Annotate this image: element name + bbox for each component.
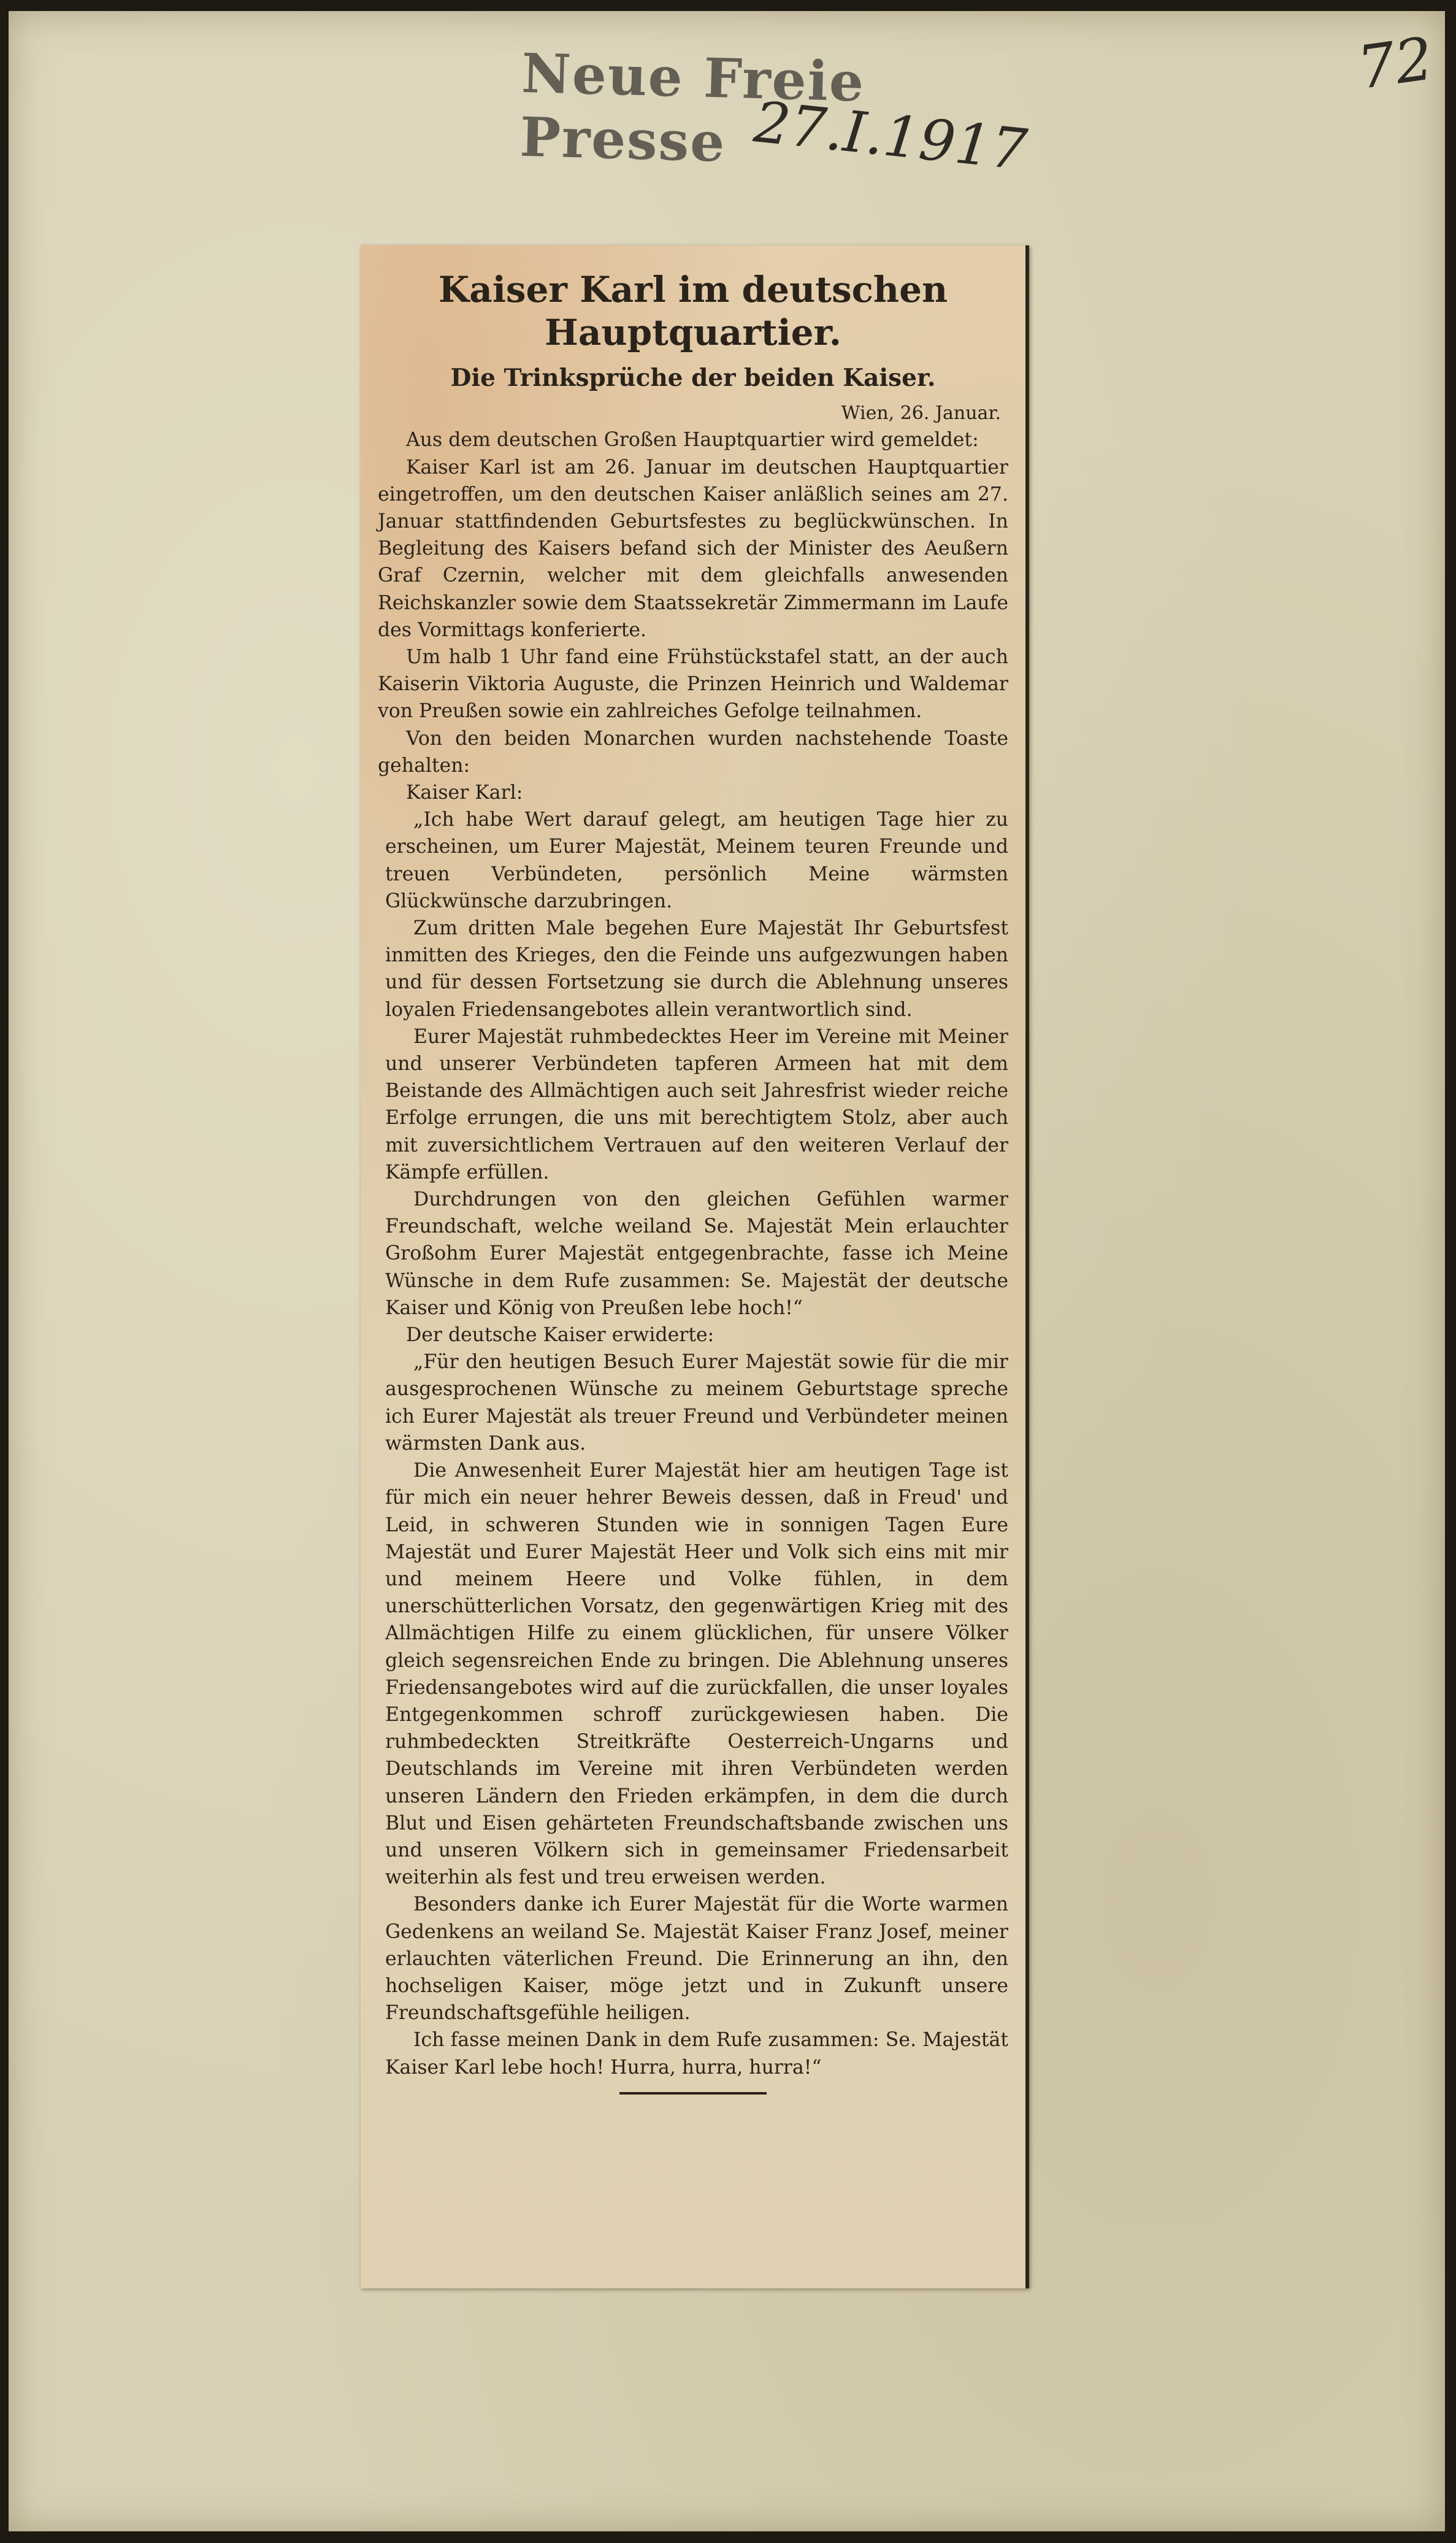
speaker-label: Der deutsche Kaiser erwiderte: <box>406 1324 715 1347</box>
newspaper-stamp: Neue Freie Presse <box>519 40 866 174</box>
speaker-label: Kaiser Karl: <box>406 782 523 804</box>
toast-paragraph: „Ich habe Wert darauf gelegt, am heutigen Tage hier zu erscheinen, um Eurer Majestät, Meinem teuren Freunde und treuen Verbündeten, persönlich Meine wärmsten Glückwünsche darzubringen. <box>385 809 1008 912</box>
toast-paragraph: „Für den heutigen Besuch Eurer Majestät sowie für die mir ausgesprochenen Wünsche zu meinem Geburtstage spreche ich Eurer Majestät als treuer Freund und Verbündeter meinen wärmsten Dank aus. <box>385 1351 1008 1455</box>
toast-paragraph: Besonders danke ich Eurer Majestät für die Worte warmen Gedenkens an weiland Se. Majestät Kaiser Franz Josef, meiner erlauchten väterlichen Freund. Die Erinnerung an ihn, den hochseligen Kaiser, möge jetzt und in Zukunft unsere Freundschaftsgefühle heiligen. <box>385 1893 1008 2025</box>
article-paragraph: Aus dem deutschen Großen Hauptquartier wird gemeldet: <box>406 429 979 452</box>
handwritten-date: 27.I.1917 <box>751 89 1030 183</box>
article-paragraph: Von den beiden Monarchen wurden nachstehende Toaste gehalten: <box>378 727 1008 777</box>
article-paragraph: Um halb 1 Uhr fand eine Frühstückstafel statt, an der auch Kaiserin Viktoria Auguste, die Prinzen Heinrich und Waldemar von Preußen sowie ein zahlreiches Gefolge teilnahmen. <box>378 646 1008 723</box>
newspaper-clipping <box>361 245 1029 2288</box>
article-headline: Kaiser Karl im deutschen Hauptquartier. <box>438 269 948 353</box>
toast-paragraph: Zum dritten Male begehen Eure Majestät Ihr Geburtsfest inmitten des Krieges, den die Feinde uns aufgezwungen haben und für dessen Fortsetzung sie durch die Ablehnung unseres loyalen Friedensangebotes allein verantwortlich sind. <box>385 917 1008 1021</box>
toast-paragraph: Eurer Majestät ruhmbedecktes Heer im Vereine mit Meiner und unserer Verbündeten tapferen Armeen hat mit dem Beistande des Allmächtigen auch seit Jahresfrist wieder reiche Erfolge errungen, die uns mit berechtigtem Stolz, aber auch mit zuversichtlichem Vertrauen auf den weiteren Verlauf der Kämpfe erfüllen. <box>385 1025 1008 1183</box>
folio-number: 72 <box>1353 24 1438 103</box>
toast-paragraph: Die Anwesenheit Eurer Majestät hier am heutigen Tage ist für mich ein neuer hehrer Beweis dessen, daß in Freud' und Leid, in schweren Stunden wie in sonnigen Tagen Eure Majestät und Eurer Majestät Heer und Volk sich eins mit mir und meinem Heere und Volke fühlen, in dem unerschütterlichen Vorsatz, den gegenwärtigen Krieg mit des Allmächtigen Hilfe zu einem glücklichen, für unsere Völker gleich segensreichen Ende zu bringen. Die Ablehnung unseres Friedensangebotes wird auf die zurückfallen, die unser loyales Entgegenkommen schroff zurückgewiesen haben. Die ruhmbedeckten Streitkräfte Oesterreich-Ungarns und Deutschlands im Vereine mit ihren Verbündeten werden unseren Ländern den Frieden erkämpfen, in dem die durch Blut und Eisen gehärteten Freundschaftsbande zwischen uns und unseren Völkern sich in gemeinsamer Friedensarbeit weiterhin als fest und treu erweisen werden. <box>385 1460 1008 1889</box>
article-paragraph: Kaiser Karl ist am 26. Januar im deutschen Hauptquartier eingetroffen, um den deutschen Kaiser anläßlich seines am 27. Januar stattfindenden Geburtsfestes zu beglückwünschen. In Begleitung des Kaisers befand sich der Minister des Aeußern Graf Czernin, welcher mit dem gleichfalls anwesenden Reichskanzler sowie dem Staatssekretär Zimmermann im Laufe des Vormittags konferierte. <box>378 456 1008 641</box>
toast-paragraph: Durchdrungen von den gleichen Gefühlen warmer Freundschaft, welche weiland Se. Majestät Mein erlauchter Großohm Eurer Majestät entgegenbrachte, fasse ich Meine Wünsche in dem Rufe zusammen: Se. Majestät der deutsche Kaiser und König von Preußen lebe hoch!“ <box>385 1188 1008 1319</box>
article-subheadline: Die Trinksprüche der beiden Kaiser. <box>450 364 936 393</box>
article-dateline: Wien, 26. Januar. <box>841 402 1001 424</box>
closing-rule <box>619 2092 767 2095</box>
toast-paragraph: Ich fasse meinen Dank in dem Rufe zusammen: Se. Majestät Kaiser Karl lebe hoch! Hurra, hurra, hurra!“ <box>385 2029 1008 2079</box>
